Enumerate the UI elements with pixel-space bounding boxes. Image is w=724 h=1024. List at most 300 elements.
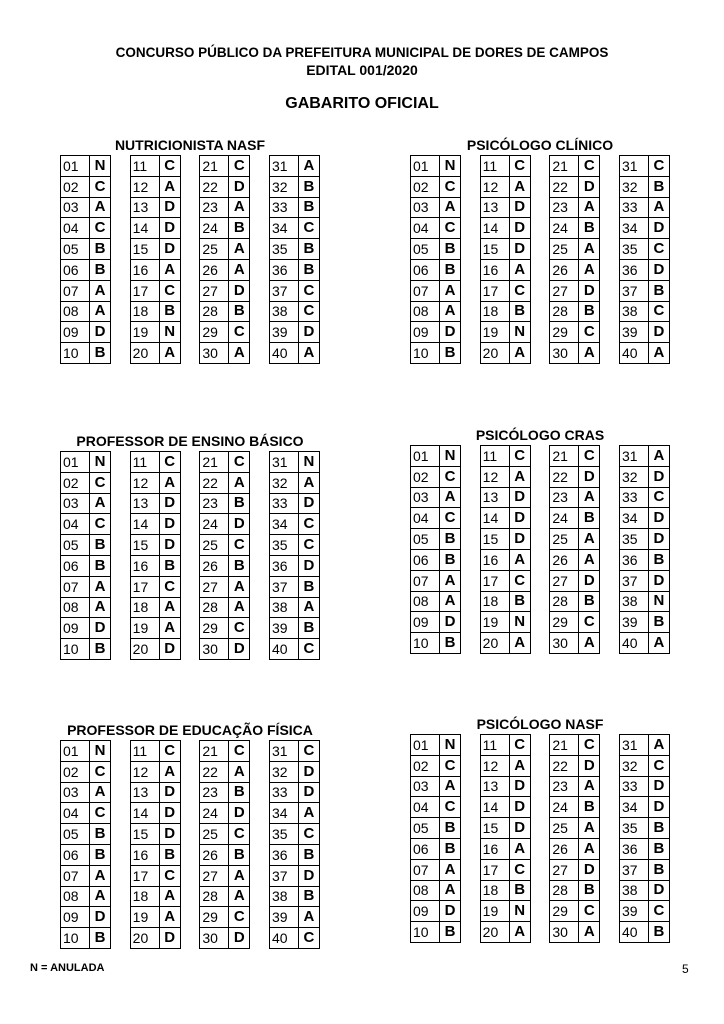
answer-letter: D bbox=[159, 803, 180, 824]
answer-row bbox=[130, 343, 180, 364]
answer-letter: D bbox=[579, 176, 600, 197]
answer-column bbox=[410, 445, 461, 654]
answer-letter: B bbox=[298, 576, 319, 597]
answer-letter: A bbox=[579, 838, 600, 859]
answer-letter: B bbox=[90, 343, 111, 364]
answer-letter: A bbox=[298, 156, 319, 177]
answer-row bbox=[480, 755, 530, 776]
answer-letter: A bbox=[298, 343, 319, 364]
question-number: 21 bbox=[200, 741, 229, 762]
answer-row bbox=[480, 633, 530, 654]
question-number: 30 bbox=[550, 922, 579, 943]
answer-column bbox=[480, 734, 531, 943]
answer-row bbox=[411, 156, 461, 177]
answer-letter: D bbox=[509, 239, 530, 260]
answer-row bbox=[61, 514, 111, 535]
answer-row bbox=[411, 259, 461, 280]
answer-letter: D bbox=[298, 761, 319, 782]
answer-row bbox=[61, 452, 111, 473]
answer-row bbox=[61, 803, 111, 824]
question-number: 35 bbox=[619, 239, 648, 260]
answer-row bbox=[200, 493, 250, 514]
question-number: 39 bbox=[269, 618, 298, 639]
answer-row bbox=[411, 591, 461, 612]
answer-letter: D bbox=[159, 782, 180, 803]
answer-row bbox=[269, 472, 319, 493]
answer-row bbox=[550, 446, 600, 467]
question-number: 27 bbox=[550, 570, 579, 591]
answer-letter: B bbox=[298, 886, 319, 907]
answer-row bbox=[550, 859, 600, 880]
answer-row bbox=[411, 838, 461, 859]
question-number: 14 bbox=[480, 797, 509, 818]
answer-row bbox=[619, 176, 669, 197]
question-number: 26 bbox=[550, 549, 579, 570]
answer-letter: D bbox=[509, 487, 530, 508]
answer-row bbox=[269, 322, 319, 343]
question-number: 15 bbox=[480, 818, 509, 839]
question-number: 38 bbox=[269, 301, 298, 322]
question-number: 07 bbox=[61, 865, 90, 886]
section-title: PSICÓLOGO CRAS bbox=[475, 427, 605, 443]
answer-column bbox=[269, 451, 320, 660]
answer-row bbox=[480, 529, 530, 550]
answer-row bbox=[480, 859, 530, 880]
answer-row bbox=[269, 597, 319, 618]
question-number: 32 bbox=[619, 755, 648, 776]
answer-row bbox=[130, 197, 180, 218]
question-number: 22 bbox=[200, 472, 229, 493]
question-number: 04 bbox=[61, 514, 90, 535]
question-number: 38 bbox=[269, 597, 298, 618]
answer-column bbox=[480, 445, 531, 654]
answer-letter: C bbox=[579, 735, 600, 756]
answer-letter: C bbox=[648, 239, 669, 260]
answer-row bbox=[550, 549, 600, 570]
question-number: 30 bbox=[200, 928, 229, 949]
answer-letter: D bbox=[509, 508, 530, 529]
answer-row bbox=[550, 487, 600, 508]
question-number: 04 bbox=[411, 508, 440, 529]
answer-row bbox=[130, 280, 180, 301]
answer-row bbox=[61, 907, 111, 928]
question-number: 12 bbox=[130, 472, 159, 493]
question-number: 04 bbox=[61, 218, 90, 239]
question-number: 30 bbox=[200, 639, 229, 660]
answer-row bbox=[130, 576, 180, 597]
question-number: 14 bbox=[480, 218, 509, 239]
legend-note: N = ANULADA bbox=[30, 962, 105, 974]
section-title: NUTRICIONISTA NASF bbox=[114, 137, 266, 153]
question-number: 31 bbox=[619, 156, 648, 177]
answer-row bbox=[130, 301, 180, 322]
answer-row bbox=[480, 466, 530, 487]
answer-letter: A bbox=[579, 633, 600, 654]
answer-letter: D bbox=[229, 514, 250, 535]
answer-row bbox=[269, 741, 319, 762]
answer-letter: C bbox=[90, 803, 111, 824]
question-number: 29 bbox=[550, 901, 579, 922]
question-number: 02 bbox=[61, 176, 90, 197]
question-number: 10 bbox=[411, 343, 440, 364]
question-number: 12 bbox=[130, 761, 159, 782]
answer-letter: B bbox=[579, 591, 600, 612]
question-number: 23 bbox=[550, 487, 579, 508]
question-number: 30 bbox=[550, 343, 579, 364]
answer-column bbox=[199, 740, 250, 949]
question-number: 34 bbox=[619, 218, 648, 239]
answer-row bbox=[411, 735, 461, 756]
question-number: 13 bbox=[480, 487, 509, 508]
question-number: 34 bbox=[269, 514, 298, 535]
answer-letter: B bbox=[90, 824, 111, 845]
question-number: 37 bbox=[619, 280, 648, 301]
question-number: 24 bbox=[550, 218, 579, 239]
answer-letter: C bbox=[229, 535, 250, 556]
answer-row bbox=[411, 218, 461, 239]
question-number: 15 bbox=[130, 239, 159, 260]
answer-letter: A bbox=[440, 280, 461, 301]
answer-row bbox=[269, 343, 319, 364]
answer-letter: B bbox=[298, 618, 319, 639]
answer-row bbox=[411, 612, 461, 633]
answer-letter: B bbox=[440, 239, 461, 260]
answer-row bbox=[130, 514, 180, 535]
answer-letter: C bbox=[440, 176, 461, 197]
answer-column bbox=[619, 445, 670, 654]
answer-letter: N bbox=[509, 612, 530, 633]
answer-row bbox=[411, 197, 461, 218]
question-number: 22 bbox=[550, 755, 579, 776]
question-number: 13 bbox=[480, 776, 509, 797]
question-number: 31 bbox=[619, 735, 648, 756]
answer-letter: A bbox=[159, 259, 180, 280]
answer-letter: A bbox=[579, 487, 600, 508]
answer-letter: C bbox=[298, 535, 319, 556]
question-number: 05 bbox=[411, 239, 440, 260]
answer-row bbox=[411, 859, 461, 880]
question-number: 14 bbox=[130, 514, 159, 535]
answer-row bbox=[130, 639, 180, 660]
question-number: 18 bbox=[130, 597, 159, 618]
answer-letter: B bbox=[648, 280, 669, 301]
answer-letter: C bbox=[229, 741, 250, 762]
question-number: 22 bbox=[200, 176, 229, 197]
answer-letter: B bbox=[440, 818, 461, 839]
answer-row bbox=[130, 322, 180, 343]
answer-letter: B bbox=[90, 844, 111, 865]
question-number: 16 bbox=[480, 838, 509, 859]
question-number: 23 bbox=[200, 782, 229, 803]
answer-letter: A bbox=[229, 197, 250, 218]
answer-row bbox=[269, 907, 319, 928]
answer-row bbox=[130, 535, 180, 556]
answer-letter: A bbox=[579, 922, 600, 943]
answer-row bbox=[550, 612, 600, 633]
answer-letter: C bbox=[159, 865, 180, 886]
answer-row bbox=[269, 452, 319, 473]
question-number: 09 bbox=[411, 322, 440, 343]
answer-row bbox=[619, 818, 669, 839]
question-number: 11 bbox=[480, 735, 509, 756]
answer-row bbox=[269, 514, 319, 535]
answer-row bbox=[480, 570, 530, 591]
answer-row bbox=[61, 535, 111, 556]
question-number: 27 bbox=[550, 280, 579, 301]
answer-column bbox=[549, 445, 600, 654]
answer-row bbox=[411, 755, 461, 776]
question-number: 12 bbox=[480, 466, 509, 487]
answer-row bbox=[200, 618, 250, 639]
answer-row bbox=[130, 865, 180, 886]
answer-row bbox=[61, 218, 111, 239]
answer-letter: D bbox=[298, 322, 319, 343]
answer-letter: D bbox=[579, 859, 600, 880]
answer-row bbox=[130, 597, 180, 618]
answer-letter: C bbox=[90, 176, 111, 197]
question-number: 19 bbox=[130, 907, 159, 928]
section-title: PROFESSOR DE ENSINO BÁSICO bbox=[76, 433, 304, 449]
answer-letter: B bbox=[579, 218, 600, 239]
question-number: 37 bbox=[269, 576, 298, 597]
question-number: 16 bbox=[130, 555, 159, 576]
answer-column bbox=[60, 451, 111, 660]
question-number: 27 bbox=[550, 859, 579, 880]
answer-letter: A bbox=[298, 803, 319, 824]
answer-row bbox=[130, 761, 180, 782]
answer-row bbox=[269, 156, 319, 177]
answer-row bbox=[200, 555, 250, 576]
answer-row bbox=[130, 259, 180, 280]
answer-row bbox=[411, 797, 461, 818]
question-number: 25 bbox=[200, 535, 229, 556]
answer-row bbox=[269, 218, 319, 239]
question-number: 01 bbox=[411, 735, 440, 756]
answer-letter: N bbox=[159, 322, 180, 343]
answer-letter: D bbox=[90, 618, 111, 639]
answer-row bbox=[61, 639, 111, 660]
answer-row bbox=[411, 818, 461, 839]
answer-row bbox=[130, 472, 180, 493]
question-number: 25 bbox=[550, 818, 579, 839]
question-number: 35 bbox=[619, 529, 648, 550]
answer-letter: B bbox=[648, 838, 669, 859]
answer-letter: C bbox=[229, 156, 250, 177]
answer-row bbox=[550, 197, 600, 218]
question-number: 37 bbox=[619, 570, 648, 591]
question-number: 32 bbox=[269, 176, 298, 197]
answer-letter: D bbox=[298, 865, 319, 886]
answer-row bbox=[130, 824, 180, 845]
question-number: 17 bbox=[130, 576, 159, 597]
answer-row bbox=[619, 612, 669, 633]
question-number: 29 bbox=[200, 618, 229, 639]
answer-letter: A bbox=[229, 576, 250, 597]
answer-letter: D bbox=[509, 218, 530, 239]
answer-letter: A bbox=[648, 343, 669, 364]
answer-row bbox=[480, 156, 530, 177]
answer-row bbox=[480, 239, 530, 260]
answer-row bbox=[550, 239, 600, 260]
question-number: 34 bbox=[269, 803, 298, 824]
question-number: 02 bbox=[411, 176, 440, 197]
answer-letter: C bbox=[229, 907, 250, 928]
question-number: 27 bbox=[200, 865, 229, 886]
answer-letter: C bbox=[509, 446, 530, 467]
question-number: 10 bbox=[61, 343, 90, 364]
question-number: 39 bbox=[619, 322, 648, 343]
answer-letter: N bbox=[648, 591, 669, 612]
answer-row bbox=[200, 576, 250, 597]
question-number: 03 bbox=[61, 493, 90, 514]
answer-row bbox=[61, 156, 111, 177]
answer-row bbox=[200, 176, 250, 197]
question-number: 34 bbox=[269, 218, 298, 239]
section-title: PSICÓLOGO NASF bbox=[476, 716, 604, 732]
question-number: 31 bbox=[269, 452, 298, 473]
answer-letter: B bbox=[229, 844, 250, 865]
answer-row bbox=[550, 301, 600, 322]
answer-letter: D bbox=[440, 322, 461, 343]
answer-row bbox=[480, 776, 530, 797]
answer-letter: C bbox=[159, 280, 180, 301]
answer-letter: B bbox=[440, 549, 461, 570]
answer-letter: A bbox=[90, 493, 111, 514]
answer-letter: D bbox=[159, 493, 180, 514]
answer-row bbox=[269, 865, 319, 886]
question-number: 39 bbox=[619, 612, 648, 633]
question-number: 13 bbox=[130, 197, 159, 218]
question-number: 21 bbox=[200, 452, 229, 473]
answer-row bbox=[269, 280, 319, 301]
answer-row bbox=[411, 508, 461, 529]
question-number: 35 bbox=[269, 535, 298, 556]
answer-column bbox=[410, 155, 461, 364]
question-number: 18 bbox=[130, 301, 159, 322]
answer-row bbox=[269, 824, 319, 845]
question-number: 32 bbox=[269, 761, 298, 782]
question-number: 24 bbox=[200, 218, 229, 239]
answer-letter: D bbox=[509, 529, 530, 550]
answer-row bbox=[480, 838, 530, 859]
answer-letter: C bbox=[159, 156, 180, 177]
answer-letter: A bbox=[440, 301, 461, 322]
answer-letter: C bbox=[90, 218, 111, 239]
question-number: 29 bbox=[200, 322, 229, 343]
answer-letter: D bbox=[229, 176, 250, 197]
question-number: 04 bbox=[61, 803, 90, 824]
contest-title: CONCURSO PÚBLICO DA PREFEITURA MUNICIPAL DE DORES DE CAMPOS bbox=[115, 45, 609, 60]
answer-letter: B bbox=[90, 259, 111, 280]
answer-row bbox=[619, 570, 669, 591]
answer-letter: D bbox=[648, 880, 669, 901]
question-number: 26 bbox=[200, 259, 229, 280]
question-number: 10 bbox=[411, 922, 440, 943]
answer-letter: C bbox=[509, 570, 530, 591]
question-number: 06 bbox=[61, 555, 90, 576]
question-number: 26 bbox=[550, 259, 579, 280]
answer-letter: A bbox=[509, 176, 530, 197]
gabarito-title: GABARITO OFICIAL bbox=[285, 95, 439, 112]
question-number: 23 bbox=[550, 776, 579, 797]
question-number: 38 bbox=[269, 886, 298, 907]
answer-letter: B bbox=[509, 301, 530, 322]
question-number: 11 bbox=[480, 446, 509, 467]
answer-letter: B bbox=[159, 301, 180, 322]
question-number: 29 bbox=[550, 322, 579, 343]
answer-row bbox=[200, 886, 250, 907]
question-number: 36 bbox=[269, 259, 298, 280]
answer-row bbox=[550, 156, 600, 177]
question-number: 11 bbox=[130, 156, 159, 177]
answer-row bbox=[130, 907, 180, 928]
question-number: 08 bbox=[61, 886, 90, 907]
answer-letter: D bbox=[159, 514, 180, 535]
question-number: 20 bbox=[130, 343, 159, 364]
question-number: 32 bbox=[619, 466, 648, 487]
question-number: 25 bbox=[200, 824, 229, 845]
answer-letter: D bbox=[648, 466, 669, 487]
answer-letter: B bbox=[440, 343, 461, 364]
answer-letter: B bbox=[509, 880, 530, 901]
answer-letter: B bbox=[298, 176, 319, 197]
answer-letter: D bbox=[159, 824, 180, 845]
answer-letter: B bbox=[648, 549, 669, 570]
question-number: 15 bbox=[130, 535, 159, 556]
answer-letter: C bbox=[440, 755, 461, 776]
answer-row bbox=[480, 259, 530, 280]
answer-row bbox=[619, 259, 669, 280]
answer-letter: C bbox=[229, 618, 250, 639]
answer-letter: B bbox=[648, 859, 669, 880]
question-number: 03 bbox=[411, 487, 440, 508]
question-number: 33 bbox=[619, 487, 648, 508]
answer-row bbox=[269, 176, 319, 197]
answer-letter: B bbox=[90, 639, 111, 660]
answer-column bbox=[269, 740, 320, 949]
answer-letter: C bbox=[440, 797, 461, 818]
answer-row bbox=[550, 529, 600, 550]
question-number: 07 bbox=[411, 570, 440, 591]
answer-row bbox=[480, 176, 530, 197]
answer-letter: A bbox=[90, 782, 111, 803]
answer-letter: B bbox=[229, 555, 250, 576]
answer-row bbox=[61, 844, 111, 865]
question-number: 36 bbox=[619, 838, 648, 859]
answer-letter: A bbox=[509, 633, 530, 654]
answer-letter: C bbox=[648, 487, 669, 508]
answer-letter: A bbox=[159, 343, 180, 364]
question-number: 33 bbox=[619, 197, 648, 218]
answer-letter: D bbox=[579, 570, 600, 591]
answer-row bbox=[200, 782, 250, 803]
answer-letter: A bbox=[298, 907, 319, 928]
answer-letter: A bbox=[90, 576, 111, 597]
answer-row bbox=[200, 865, 250, 886]
question-number: 24 bbox=[550, 508, 579, 529]
answer-row bbox=[200, 452, 250, 473]
answer-letter: A bbox=[579, 776, 600, 797]
answer-row bbox=[619, 776, 669, 797]
answer-letter: A bbox=[440, 591, 461, 612]
answer-column bbox=[130, 155, 181, 364]
answer-letter: C bbox=[90, 514, 111, 535]
answer-letter: B bbox=[648, 176, 669, 197]
question-number: 17 bbox=[130, 280, 159, 301]
answer-letter: A bbox=[509, 838, 530, 859]
answer-column bbox=[269, 155, 320, 364]
answer-row bbox=[550, 818, 600, 839]
